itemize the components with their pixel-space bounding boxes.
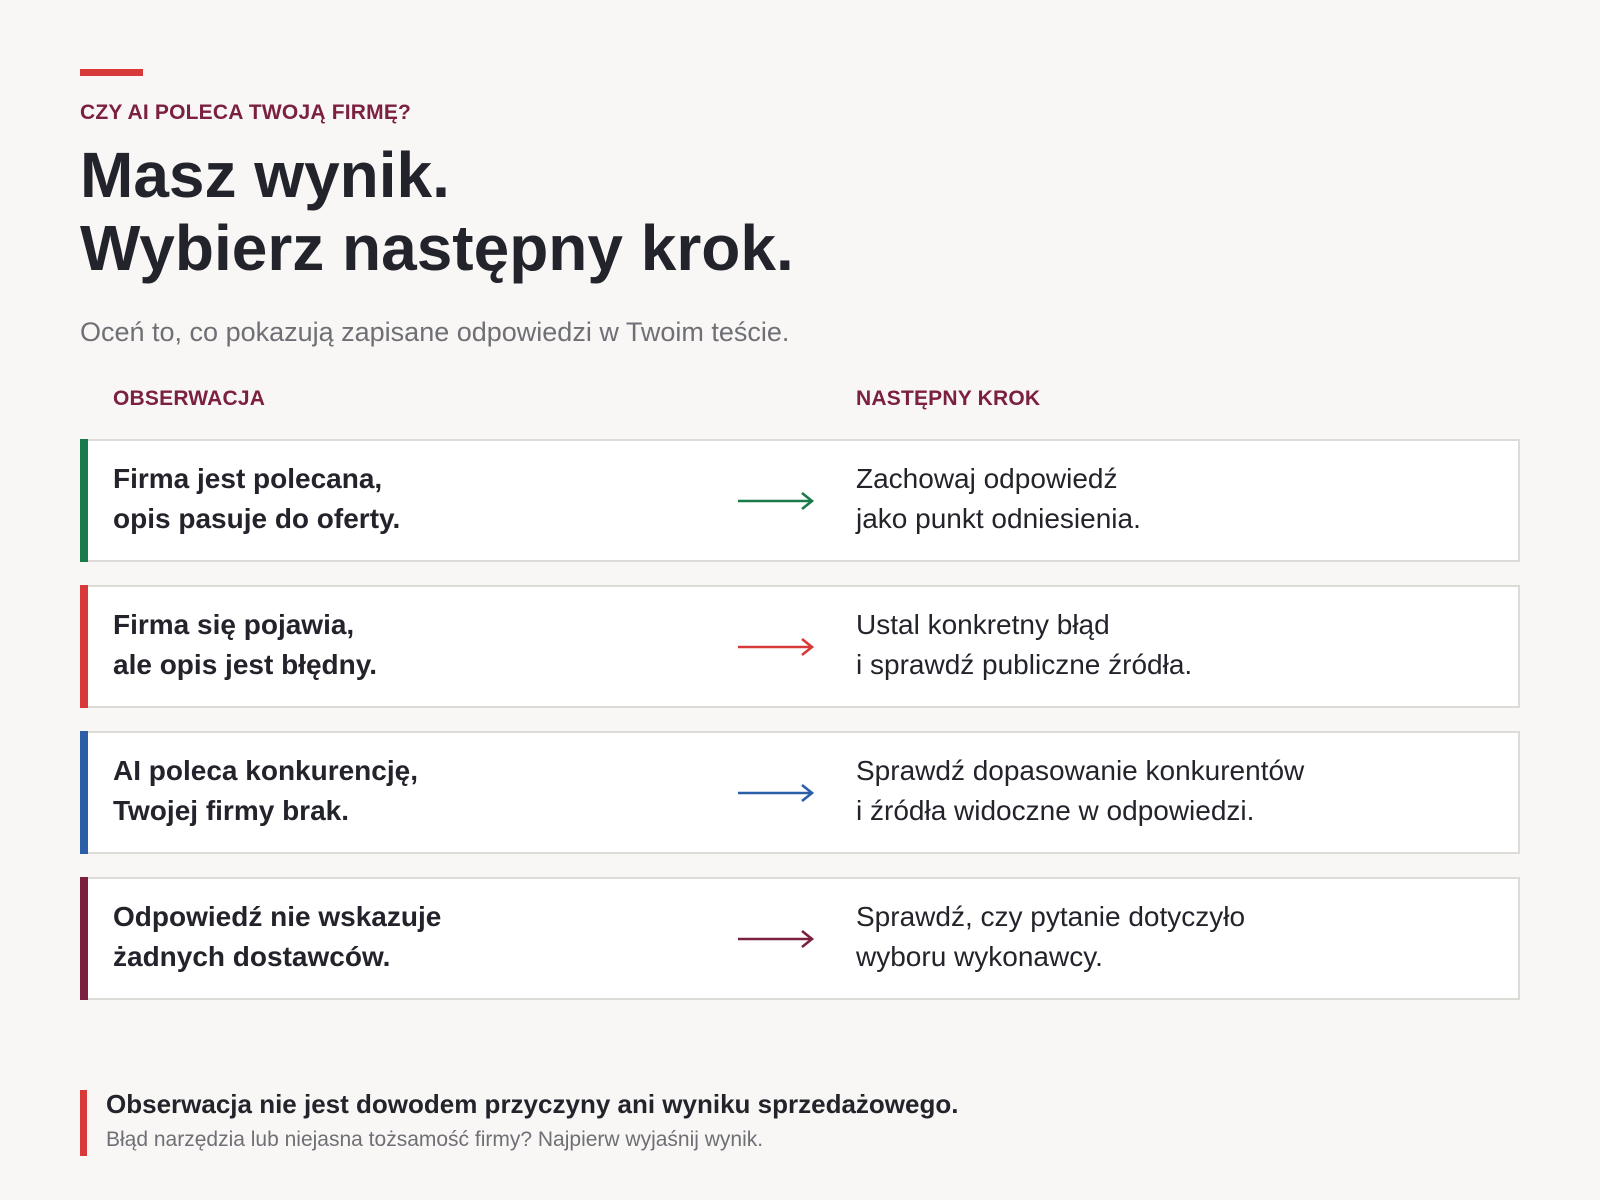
next-step-line: i źródła widoczne w odpowiedzi. <box>856 795 1255 826</box>
next-step-line: wyboru wykonawcy. <box>856 941 1103 972</box>
row-next-step <box>856 459 1141 539</box>
row-observation <box>113 751 418 831</box>
row-next-step <box>856 605 1192 685</box>
title-line-2: Wybierz następny krok. <box>80 212 794 284</box>
observation-line: Twojej firmy brak. <box>113 795 349 826</box>
next-step-line: Sprawdź dopasowanie konkurentów <box>856 755 1305 786</box>
accent-bar <box>80 69 143 76</box>
row-color-stripe <box>80 877 88 1000</box>
observation-line: żadnych dostawców. <box>113 941 391 972</box>
next-step-line: Zachowaj odpowiedź <box>856 463 1118 494</box>
column-header-observation: OBSERWACJA <box>113 387 266 410</box>
decision-row-4 <box>80 877 1520 1000</box>
observation-line: AI poleca konkurencję, <box>113 755 418 786</box>
row-observation <box>113 605 377 685</box>
arrow-right-icon <box>738 927 816 951</box>
subtitle: Oceń to, co pokazują zapisane odpowiedzi w Twoim teście. <box>80 317 790 347</box>
arrow-right-icon <box>738 781 816 805</box>
row-next-step <box>856 751 1304 831</box>
observation-line: Firma się pojawia, <box>113 609 355 640</box>
next-step-line: i sprawdź publiczne źródła. <box>856 649 1193 680</box>
footer-note <box>80 1090 958 1156</box>
next-step-line: Ustal konkretny błąd <box>856 609 1110 640</box>
observation-line: Firma jest polecana, <box>113 463 383 494</box>
arrow-right-icon <box>738 489 816 513</box>
decision-row-2 <box>80 585 1520 708</box>
row-next-step <box>856 897 1245 977</box>
row-color-stripe <box>80 585 88 708</box>
decision-list <box>80 439 1520 1000</box>
decision-row-3 <box>80 731 1520 854</box>
observation-line: Odpowiedź nie wskazuje <box>113 901 442 932</box>
page-title <box>80 139 1520 285</box>
row-observation <box>113 459 400 539</box>
arrow-right-icon <box>738 635 816 659</box>
column-header-next-step: NASTĘPNY KROK <box>856 387 1041 410</box>
hint-text: Błąd narzędzia lub niejasna tożsamość firmy? Najpierw wyjaśnij wynik. <box>106 1128 764 1151</box>
row-color-stripe <box>80 439 88 562</box>
disclaimer: Obserwacja nie jest dowodem przyczyny ani wyniku sprzedażowego. <box>106 1089 959 1119</box>
next-step-line: Sprawdź, czy pytanie dotyczyło <box>856 901 1246 932</box>
observation-line: ale opis jest błędny. <box>113 649 378 680</box>
column-headers <box>80 387 1520 417</box>
decision-row-1 <box>80 439 1520 562</box>
row-color-stripe <box>80 731 88 854</box>
row-observation <box>113 897 441 977</box>
observation-line: opis pasuje do oferty. <box>113 503 401 534</box>
next-step-line: jako punkt odniesienia. <box>856 503 1141 534</box>
page <box>80 69 1520 1023</box>
title-line-1: Masz wynik. <box>80 139 450 211</box>
eyebrow: CZY AI POLECA TWOJĄ FIRMĘ? <box>80 101 412 124</box>
